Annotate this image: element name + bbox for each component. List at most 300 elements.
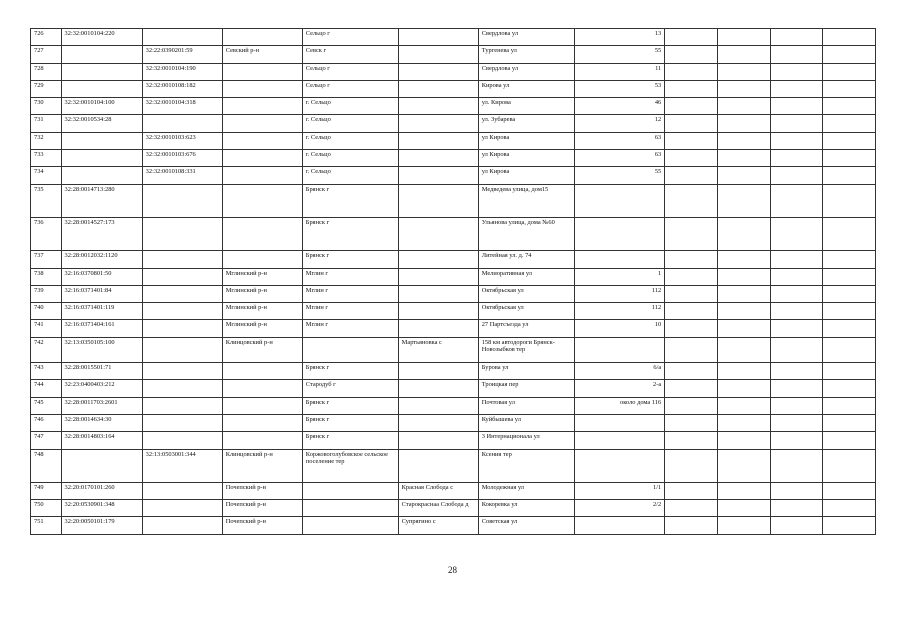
- empty-cell: [823, 432, 876, 449]
- city-cell: [302, 517, 398, 534]
- row-number-cell: 737: [31, 251, 62, 268]
- empty-cell: [665, 337, 718, 362]
- district-cell: [222, 397, 302, 414]
- table-row: [31, 46, 876, 63]
- empty-cell: [770, 414, 823, 431]
- table-row: [31, 449, 876, 482]
- house-number-cell: 12: [574, 115, 665, 132]
- empty-cell: [770, 482, 823, 499]
- cadastral-number-cell: [61, 449, 142, 482]
- street-cell: Молодежная ул: [478, 482, 574, 499]
- house-number-cell: [574, 184, 665, 217]
- table-row: [31, 251, 876, 268]
- empty-cell: [665, 449, 718, 482]
- empty-cell: [665, 380, 718, 397]
- empty-cell: [717, 150, 770, 167]
- cadastral-number-alt-cell: 32:32:0010108:182: [142, 80, 222, 97]
- locality-cell: [398, 46, 478, 63]
- table-row: [31, 217, 876, 250]
- street-cell: 3 Интернационала ул: [478, 432, 574, 449]
- city-cell: Сельцо г: [302, 29, 398, 46]
- empty-cell: [770, 363, 823, 380]
- register-table-body: [31, 29, 876, 535]
- empty-cell: [770, 98, 823, 115]
- cadastral-number-cell: [61, 150, 142, 167]
- empty-cell: [717, 500, 770, 517]
- street-cell: Почтовая ул: [478, 397, 574, 414]
- empty-cell: [665, 517, 718, 534]
- row-number-cell: 749: [31, 482, 62, 499]
- street-cell: Советская ул: [478, 517, 574, 534]
- city-cell: г. Сельцо: [302, 115, 398, 132]
- district-cell: [222, 167, 302, 184]
- row-number-cell: 730: [31, 98, 62, 115]
- empty-cell: [717, 63, 770, 80]
- empty-cell: [717, 115, 770, 132]
- empty-cell: [665, 285, 718, 302]
- row-number-cell: 735: [31, 184, 62, 217]
- locality-cell: [398, 397, 478, 414]
- empty-cell: [665, 115, 718, 132]
- empty-cell: [823, 167, 876, 184]
- row-number-cell: 734: [31, 167, 62, 184]
- row-number-cell: 728: [31, 63, 62, 80]
- locality-cell: [398, 115, 478, 132]
- city-cell: Мглин г: [302, 320, 398, 337]
- district-cell: [222, 63, 302, 80]
- row-number-cell: 727: [31, 46, 62, 63]
- locality-cell: [398, 251, 478, 268]
- row-number-cell: 741: [31, 320, 62, 337]
- cadastral-number-alt-cell: [142, 363, 222, 380]
- street-cell: 158 км автодороги Брянск-Новозыбков тер: [478, 337, 574, 362]
- city-cell: Брянск г: [302, 251, 398, 268]
- empty-cell: [665, 432, 718, 449]
- cadastral-number-cell: 32:32:0010104:100: [61, 98, 142, 115]
- city-cell: Мглин г: [302, 268, 398, 285]
- house-number-cell: [574, 449, 665, 482]
- empty-cell: [717, 268, 770, 285]
- empty-cell: [717, 167, 770, 184]
- locality-cell: [398, 63, 478, 80]
- house-number-cell: 2-а: [574, 380, 665, 397]
- district-cell: [222, 432, 302, 449]
- cadastral-number-cell: 32:28:0014634:30: [61, 414, 142, 431]
- empty-cell: [770, 184, 823, 217]
- house-number-cell: [574, 414, 665, 431]
- empty-cell: [823, 303, 876, 320]
- empty-cell: [770, 132, 823, 149]
- street-cell: Бурова ул: [478, 363, 574, 380]
- district-cell: Клинцовский р-н: [222, 449, 302, 482]
- house-number-cell: 2/2: [574, 500, 665, 517]
- city-cell: Сельцо г: [302, 80, 398, 97]
- street-cell: Ксения тер: [478, 449, 574, 482]
- empty-cell: [665, 132, 718, 149]
- empty-cell: [717, 337, 770, 362]
- empty-cell: [717, 217, 770, 250]
- city-cell: Брянск г: [302, 363, 398, 380]
- table-row: [31, 482, 876, 499]
- empty-cell: [665, 303, 718, 320]
- row-number-cell: 732: [31, 132, 62, 149]
- city-cell: Брянск г: [302, 432, 398, 449]
- street-cell: Октябрьская ул: [478, 285, 574, 302]
- cadastral-number-cell: 32:23:0400403:212: [61, 380, 142, 397]
- cadastral-number-cell: 32:28:0015501:71: [61, 363, 142, 380]
- row-number-cell: 736: [31, 217, 62, 250]
- table-row: [31, 303, 876, 320]
- empty-cell: [823, 320, 876, 337]
- house-number-cell: около дома 116: [574, 397, 665, 414]
- empty-cell: [665, 184, 718, 217]
- empty-cell: [717, 285, 770, 302]
- cadastral-number-alt-cell: 32:32:0010104:318: [142, 98, 222, 115]
- table-row: [31, 150, 876, 167]
- table-row: [31, 63, 876, 80]
- cadastral-number-cell: 32:20:0170101:260: [61, 482, 142, 499]
- cadastral-number-cell: 32:20:0050101:179: [61, 517, 142, 534]
- district-cell: Почепский р-н: [222, 517, 302, 534]
- table-row: [31, 432, 876, 449]
- locality-cell: [398, 380, 478, 397]
- row-number-cell: 748: [31, 449, 62, 482]
- empty-cell: [717, 132, 770, 149]
- district-cell: [222, 414, 302, 431]
- row-number-cell: 738: [31, 268, 62, 285]
- district-cell: Почепский р-н: [222, 482, 302, 499]
- locality-cell: [398, 184, 478, 217]
- empty-cell: [823, 217, 876, 250]
- row-number-cell: 746: [31, 414, 62, 431]
- empty-cell: [665, 500, 718, 517]
- district-cell: [222, 363, 302, 380]
- district-cell: [222, 115, 302, 132]
- row-number-cell: 739: [31, 285, 62, 302]
- cadastral-number-cell: [61, 80, 142, 97]
- empty-cell: [770, 517, 823, 534]
- house-number-cell: [574, 337, 665, 362]
- city-cell: Стародуб г: [302, 380, 398, 397]
- table-row: [31, 132, 876, 149]
- street-cell: Мелиоративная ул: [478, 268, 574, 285]
- house-number-cell: [574, 432, 665, 449]
- empty-cell: [823, 184, 876, 217]
- empty-cell: [823, 29, 876, 46]
- house-number-cell: 55: [574, 167, 665, 184]
- row-number-cell: 729: [31, 80, 62, 97]
- empty-cell: [665, 482, 718, 499]
- empty-cell: [770, 320, 823, 337]
- empty-cell: [717, 482, 770, 499]
- table-row: [31, 363, 876, 380]
- street-cell: Свердлова ул: [478, 63, 574, 80]
- house-number-cell: 63: [574, 150, 665, 167]
- empty-cell: [665, 98, 718, 115]
- street-cell: ул. Зубарева: [478, 115, 574, 132]
- empty-cell: [717, 517, 770, 534]
- empty-cell: [717, 251, 770, 268]
- row-number-cell: 751: [31, 517, 62, 534]
- cadastral-number-alt-cell: [142, 500, 222, 517]
- cadastral-number-alt-cell: [142, 432, 222, 449]
- street-cell: Свердлова ул: [478, 29, 574, 46]
- house-number-cell: [574, 217, 665, 250]
- cadastral-number-cell: 32:28:0011703:2601: [61, 397, 142, 414]
- cadastral-number-alt-cell: [142, 285, 222, 302]
- district-cell: Севский р-н: [222, 46, 302, 63]
- locality-cell: [398, 285, 478, 302]
- cadastral-number-alt-cell: 32:32:0010104:190: [142, 63, 222, 80]
- empty-cell: [823, 397, 876, 414]
- empty-cell: [823, 500, 876, 517]
- table-row: [31, 115, 876, 132]
- table-row: [31, 397, 876, 414]
- empty-cell: [770, 150, 823, 167]
- row-number-cell: 747: [31, 432, 62, 449]
- table-row: [31, 29, 876, 46]
- cadastral-number-alt-cell: [142, 268, 222, 285]
- empty-cell: [823, 363, 876, 380]
- cadastral-number-cell: [61, 46, 142, 63]
- cadastral-number-alt-cell: 32:13:0503001:344: [142, 449, 222, 482]
- empty-cell: [665, 217, 718, 250]
- empty-cell: [770, 303, 823, 320]
- table-row: [31, 414, 876, 431]
- cadastral-number-cell: 32:13:0350105:100: [61, 337, 142, 362]
- locality-cell: Старокраснаа Слобода д: [398, 500, 478, 517]
- city-cell: Брянск г: [302, 397, 398, 414]
- table-row: [31, 500, 876, 517]
- empty-cell: [770, 285, 823, 302]
- empty-cell: [665, 167, 718, 184]
- city-cell: [302, 337, 398, 362]
- empty-cell: [770, 449, 823, 482]
- house-number-cell: 112: [574, 303, 665, 320]
- page-number: 28: [448, 565, 457, 575]
- cadastral-number-alt-cell: 32:22:0390201:59: [142, 46, 222, 63]
- cadastral-number-alt-cell: [142, 184, 222, 217]
- house-number-cell: 46: [574, 98, 665, 115]
- locality-cell: [398, 432, 478, 449]
- row-number-cell: 745: [31, 397, 62, 414]
- house-number-cell: 53: [574, 80, 665, 97]
- district-cell: Мглинский р-н: [222, 303, 302, 320]
- empty-cell: [770, 46, 823, 63]
- locality-cell: Мартьяновка с: [398, 337, 478, 362]
- cadastral-number-cell: 32:32:0010534:28: [61, 115, 142, 132]
- empty-cell: [717, 432, 770, 449]
- cadastral-number-alt-cell: [142, 517, 222, 534]
- district-cell: [222, 80, 302, 97]
- cadastral-number-alt-cell: [142, 251, 222, 268]
- empty-cell: [717, 363, 770, 380]
- locality-cell: [398, 29, 478, 46]
- empty-cell: [770, 217, 823, 250]
- cadastral-number-cell: 32:20:0530901:348: [61, 500, 142, 517]
- empty-cell: [665, 80, 718, 97]
- locality-cell: Супрягино с: [398, 517, 478, 534]
- district-cell: Мглинский р-н: [222, 268, 302, 285]
- empty-cell: [717, 29, 770, 46]
- empty-cell: [770, 63, 823, 80]
- empty-cell: [665, 320, 718, 337]
- cadastral-number-cell: 32:32:0010104:220: [61, 29, 142, 46]
- street-cell: Троицкая пер: [478, 380, 574, 397]
- row-number-cell: 742: [31, 337, 62, 362]
- empty-cell: [717, 397, 770, 414]
- table-row: [31, 80, 876, 97]
- district-cell: [222, 98, 302, 115]
- table-row: [31, 380, 876, 397]
- city-cell: Сельцо г: [302, 63, 398, 80]
- city-cell: г. Сельцо: [302, 167, 398, 184]
- empty-cell: [823, 115, 876, 132]
- district-cell: [222, 251, 302, 268]
- cadastral-number-cell: 32:16:0371401:84: [61, 285, 142, 302]
- row-number-cell: 750: [31, 500, 62, 517]
- street-cell: 27 Партсъезда ул: [478, 320, 574, 337]
- row-number-cell: 731: [31, 115, 62, 132]
- house-number-cell: 6/а: [574, 363, 665, 380]
- empty-cell: [823, 98, 876, 115]
- locality-cell: [398, 167, 478, 184]
- street-cell: Октябрьская ул: [478, 303, 574, 320]
- empty-cell: [717, 380, 770, 397]
- locality-cell: [398, 363, 478, 380]
- district-cell: [222, 132, 302, 149]
- street-cell: Литейная ул. д. 74: [478, 251, 574, 268]
- empty-cell: [770, 29, 823, 46]
- cadastral-number-alt-cell: [142, 482, 222, 499]
- city-cell: [302, 500, 398, 517]
- house-number-cell: 1: [574, 268, 665, 285]
- row-number-cell: 743: [31, 363, 62, 380]
- empty-cell: [665, 29, 718, 46]
- empty-cell: [717, 303, 770, 320]
- locality-cell: [398, 449, 478, 482]
- empty-cell: [823, 414, 876, 431]
- district-cell: Клинцовский р-н: [222, 337, 302, 362]
- house-number-cell: 11: [574, 63, 665, 80]
- cadastral-number-alt-cell: [142, 320, 222, 337]
- cadastral-number-alt-cell: [142, 115, 222, 132]
- cadastral-number-cell: 32:16:0371404:161: [61, 320, 142, 337]
- street-cell: Куйбышева ул: [478, 414, 574, 431]
- locality-cell: [398, 80, 478, 97]
- table-row: [31, 98, 876, 115]
- table-row: [31, 268, 876, 285]
- house-number-cell: 63: [574, 132, 665, 149]
- row-number-cell: 740: [31, 303, 62, 320]
- city-cell: г. Сельцо: [302, 150, 398, 167]
- table-row: [31, 517, 876, 534]
- empty-cell: [770, 80, 823, 97]
- empty-cell: [717, 320, 770, 337]
- city-cell: Мглин г: [302, 303, 398, 320]
- empty-cell: [823, 63, 876, 80]
- cadastral-number-alt-cell: [142, 397, 222, 414]
- empty-cell: [823, 268, 876, 285]
- empty-cell: [770, 337, 823, 362]
- cadastral-number-alt-cell: [142, 380, 222, 397]
- empty-cell: [770, 397, 823, 414]
- empty-cell: [823, 482, 876, 499]
- street-cell: ул Кирова: [478, 132, 574, 149]
- cadastral-number-alt-cell: 32:32:0010103:676: [142, 150, 222, 167]
- row-number-cell: 733: [31, 150, 62, 167]
- locality-cell: [398, 303, 478, 320]
- empty-cell: [770, 268, 823, 285]
- city-cell: [302, 482, 398, 499]
- empty-cell: [823, 517, 876, 534]
- empty-cell: [665, 414, 718, 431]
- street-cell: ул Кирова: [478, 150, 574, 167]
- locality-cell: [398, 150, 478, 167]
- empty-cell: [770, 167, 823, 184]
- empty-cell: [770, 432, 823, 449]
- table-row: [31, 285, 876, 302]
- empty-cell: [823, 285, 876, 302]
- cadastral-number-cell: 32:28:0014713:280: [61, 184, 142, 217]
- empty-cell: [665, 150, 718, 167]
- empty-cell: [823, 46, 876, 63]
- row-number-cell: 726: [31, 29, 62, 46]
- district-cell: Мглинский р-н: [222, 320, 302, 337]
- street-cell: ул Кирова: [478, 167, 574, 184]
- district-cell: [222, 29, 302, 46]
- empty-cell: [823, 132, 876, 149]
- district-cell: [222, 217, 302, 250]
- empty-cell: [665, 397, 718, 414]
- street-cell: Ульянова улица, дома №60: [478, 217, 574, 250]
- empty-cell: [717, 449, 770, 482]
- district-cell: Мглинский р-н: [222, 285, 302, 302]
- city-cell: Мглин г: [302, 285, 398, 302]
- street-cell: ул. Кирова: [478, 98, 574, 115]
- house-number-cell: 13: [574, 29, 665, 46]
- house-number-cell: 112: [574, 285, 665, 302]
- table-row: [31, 337, 876, 362]
- empty-cell: [823, 150, 876, 167]
- city-cell: г. Сельцо: [302, 132, 398, 149]
- locality-cell: [398, 414, 478, 431]
- cadastral-number-cell: 32:28:0012032:1120: [61, 251, 142, 268]
- empty-cell: [823, 337, 876, 362]
- locality-cell: Красная Слобода с: [398, 482, 478, 499]
- city-cell: Коржовоголубовское сельское поселение тер: [302, 449, 398, 482]
- cadastral-number-cell: 32:28:0014527:173: [61, 217, 142, 250]
- cadastral-number-cell: 32:16:0370801:50: [61, 268, 142, 285]
- empty-cell: [770, 380, 823, 397]
- city-cell: Брянск г: [302, 414, 398, 431]
- empty-cell: [823, 449, 876, 482]
- cadastral-number-alt-cell: [142, 414, 222, 431]
- empty-cell: [665, 63, 718, 80]
- city-cell: г. Сельцо: [302, 98, 398, 115]
- empty-cell: [665, 363, 718, 380]
- empty-cell: [717, 98, 770, 115]
- house-number-cell: [574, 251, 665, 268]
- table-row: [31, 184, 876, 217]
- cadastral-number-alt-cell: [142, 29, 222, 46]
- cadastral-number-alt-cell: [142, 303, 222, 320]
- cadastral-number-cell: [61, 132, 142, 149]
- empty-cell: [823, 251, 876, 268]
- street-cell: Медведева улица, дом15: [478, 184, 574, 217]
- cadastral-number-cell: 32:16:0371401:119: [61, 303, 142, 320]
- house-number-cell: 10: [574, 320, 665, 337]
